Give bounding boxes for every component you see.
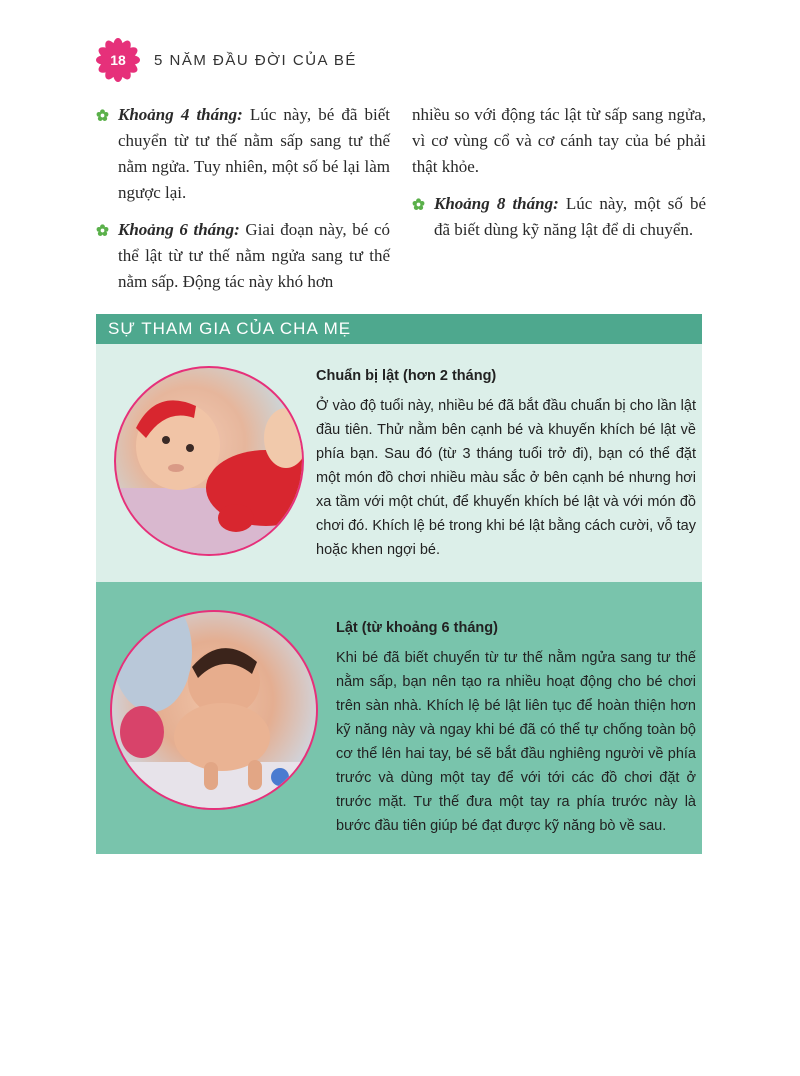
baby-crawling-photo — [110, 610, 318, 810]
section-body: Ở vào độ tuổi này, nhiều bé đã bắt đầu chuẩn bị cho lần lật đầu tiên. Thử nằm bên cạnh bé và khuyến khích bé lật về phía bạn. Sau đó (từ 3 tháng tuổi trở đi), bạn có thể đặt một món đồ chơi nhiều màu sắc ở bên cạnh bé nhưng hơi xa tầm với một chút, để khuyến khích bé lật và với món đồ chơi đó. Khích lệ bé trong khi bé lật bằng cách cười, vỗ tay hoặc khen ngợi bé. — [316, 398, 696, 558]
milestone-text: Giai đoạn này, bé có thể lật từ tư thế nằm ngửa sang tư thế nằm sấp. Động tác này khó hơn — [118, 220, 390, 291]
section-title: Chuẩn bị lật (hơn 2 tháng) — [316, 368, 497, 384]
milestone-label: Khoảng 6 tháng: — [118, 220, 240, 239]
baby-illustration-icon — [116, 368, 304, 556]
flower-icon — [96, 38, 140, 82]
flower-bullet-icon — [96, 109, 109, 122]
flower-bullet-icon — [412, 198, 425, 211]
milestone-6-months — [96, 217, 390, 295]
milestone-text: Lúc này, bé đã biết chuyển từ tư thế nằm sấp sang tư thế nằm ngửa. Tuy nhiên, một số bé lại làm ngược lại. — [118, 105, 390, 202]
parent-participation-box — [96, 314, 702, 854]
intro-columns — [96, 102, 706, 306]
section-prepare-roll — [96, 344, 702, 582]
milestone-8-months — [412, 191, 706, 243]
box-header: SỰ THAM GIA CỦA CHA MẸ — [96, 314, 702, 344]
milestone-6-months-continued: nhiều so với động tác lật từ sấp sang ngửa, vì cơ vùng cổ và cơ cánh tay của bé phải thật khỏe. — [412, 105, 706, 176]
section-rolling-text — [336, 616, 696, 838]
milestone-4-months — [96, 102, 390, 206]
section-body: Khi bé đã biết chuyển từ tư thế nằm ngửa sang tư thế nằm sấp, bạn nên tạo ra nhiều hoạt động cho bé chơi trên sàn nhà. Khích lệ bé lật liên tục để hoàn thiện hơn kỹ năng này và ngay khi bé đã có thể tự chống toàn bộ cơ thể lên hai tay, bé sẽ bắt đầu nghiêng người về phía trước và dùng một tay để với tới các đồ chơi đặt ở trước mặt. Tư thế đưa một tay ra phía trước này là bước đầu tiên giúp bé đạt được kỹ năng bò về sau. — [336, 650, 696, 834]
book-title: 5 NĂM ĐẦU ĐỜI CỦA BÉ — [154, 51, 357, 69]
section-rolling — [96, 582, 702, 854]
page-number: 18 — [110, 52, 126, 68]
baby-lying-photo — [114, 366, 304, 556]
flower-bullet-icon — [96, 224, 109, 237]
page-header — [96, 38, 357, 82]
section-title: Lật (từ khoảng 6 tháng) — [336, 620, 498, 636]
milestone-label: Khoảng 8 tháng: — [434, 194, 559, 213]
baby-illustration-icon — [112, 612, 318, 810]
milestone-label: Khoảng 4 tháng: — [118, 105, 243, 124]
right-column — [412, 102, 706, 306]
left-column — [96, 102, 390, 306]
milestone-text: Lúc này, một số bé đã biết dùng kỹ năng lật để di chuyển. — [434, 194, 706, 239]
section-prepare-roll-text — [316, 364, 696, 562]
